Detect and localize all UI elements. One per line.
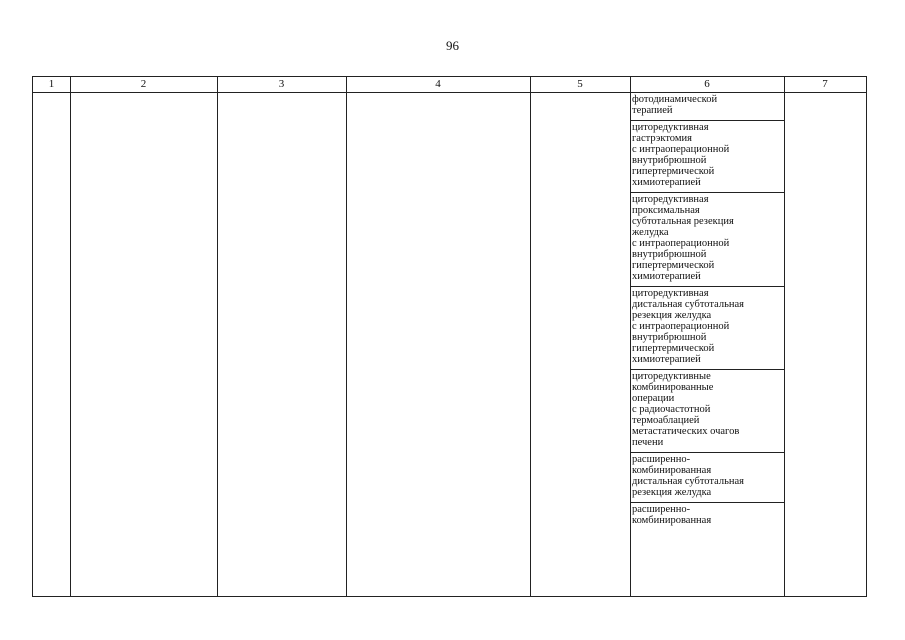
procedure-text-line: резекция желудка xyxy=(632,310,712,321)
column-6-cells xyxy=(630,93,784,530)
procedure-text-line: внутрибрюшной xyxy=(632,249,707,260)
procedure-text-line: химиотерапией xyxy=(632,354,701,365)
procedure-text-line: с радиочастотной xyxy=(632,404,711,415)
procedure-text-line: субтотальная резекция xyxy=(632,216,734,227)
procedure-text-line: внутрибрюшной xyxy=(632,155,707,166)
procedure-text-line: с интраоперационной xyxy=(632,144,730,155)
header-cell-2: 2 xyxy=(140,78,147,90)
procedure-text-line: желудка xyxy=(632,227,669,238)
procedure-text-line: метастатических очагов xyxy=(632,426,740,437)
table-cell-procedure xyxy=(630,287,784,370)
page-number: 96 xyxy=(446,38,459,53)
table-header-row xyxy=(33,77,866,93)
procedure-text-line: резекция желудка xyxy=(632,487,712,498)
table-cell-procedure xyxy=(630,370,784,453)
header-cell-5: 5 xyxy=(577,78,583,90)
procedure-text-line: печени xyxy=(632,437,664,448)
procedure-text-line: комбинированная xyxy=(632,465,712,476)
procedure-text-line: фотодинамической xyxy=(632,94,718,105)
header-cell-3: 3 xyxy=(278,78,285,90)
table-cell-procedure xyxy=(630,193,784,287)
header-cell-4: 4 xyxy=(435,78,441,90)
procedure-text-line: химиотерапией xyxy=(632,177,701,188)
procedure-text-line: операции xyxy=(632,393,675,404)
procedure-text-line: внутрибрюшной xyxy=(632,332,707,343)
table-cell-procedure xyxy=(630,121,784,193)
column-divider xyxy=(346,77,347,596)
procedure-text-line: гипертермической xyxy=(632,343,715,354)
procedure-text-line: расширенно- xyxy=(632,504,691,515)
procedure-text-line: химиотерапией xyxy=(632,271,701,282)
procedure-text-line: с интраоперационной xyxy=(632,321,730,332)
procedure-text-line: гипертермической xyxy=(632,166,715,177)
header-cell-1: 1 xyxy=(48,78,55,90)
column-divider xyxy=(70,77,71,596)
table-cell-procedure xyxy=(630,93,784,121)
procedure-text-line: расширенно- xyxy=(632,454,691,465)
header-cell-6: 6 xyxy=(704,78,710,90)
procedure-text-line: циторедуктивная xyxy=(632,194,709,205)
column-divider xyxy=(784,77,785,596)
procedure-text-line: циторедуктивные xyxy=(632,371,711,382)
procedure-text-line: циторедуктивная xyxy=(632,122,709,133)
procedure-text-line: дистальная субтотальная xyxy=(632,476,744,487)
procedure-text-line: комбинированные xyxy=(632,382,714,393)
procedure-text-line: проксимальная xyxy=(632,205,700,216)
procedure-text-line: дистальная субтотальная xyxy=(632,299,744,310)
procedure-text-line: циторедуктивная xyxy=(632,288,709,299)
column-divider xyxy=(217,77,218,596)
procedure-text-line: гастрэктомия xyxy=(632,133,692,144)
table-cell-procedure xyxy=(630,503,784,530)
procedures-table xyxy=(32,76,867,597)
procedure-text-line: термоаблацией xyxy=(632,415,700,426)
header-cell-7: 7 xyxy=(822,78,828,90)
procedure-text-line: комбинированная xyxy=(632,515,712,526)
table-cell-procedure xyxy=(630,453,784,503)
column-divider xyxy=(530,77,531,596)
procedure-text-line: гипертермической xyxy=(632,260,715,271)
procedure-text-line: с интраоперационной xyxy=(632,238,730,249)
procedure-text-line: терапией xyxy=(632,105,673,116)
